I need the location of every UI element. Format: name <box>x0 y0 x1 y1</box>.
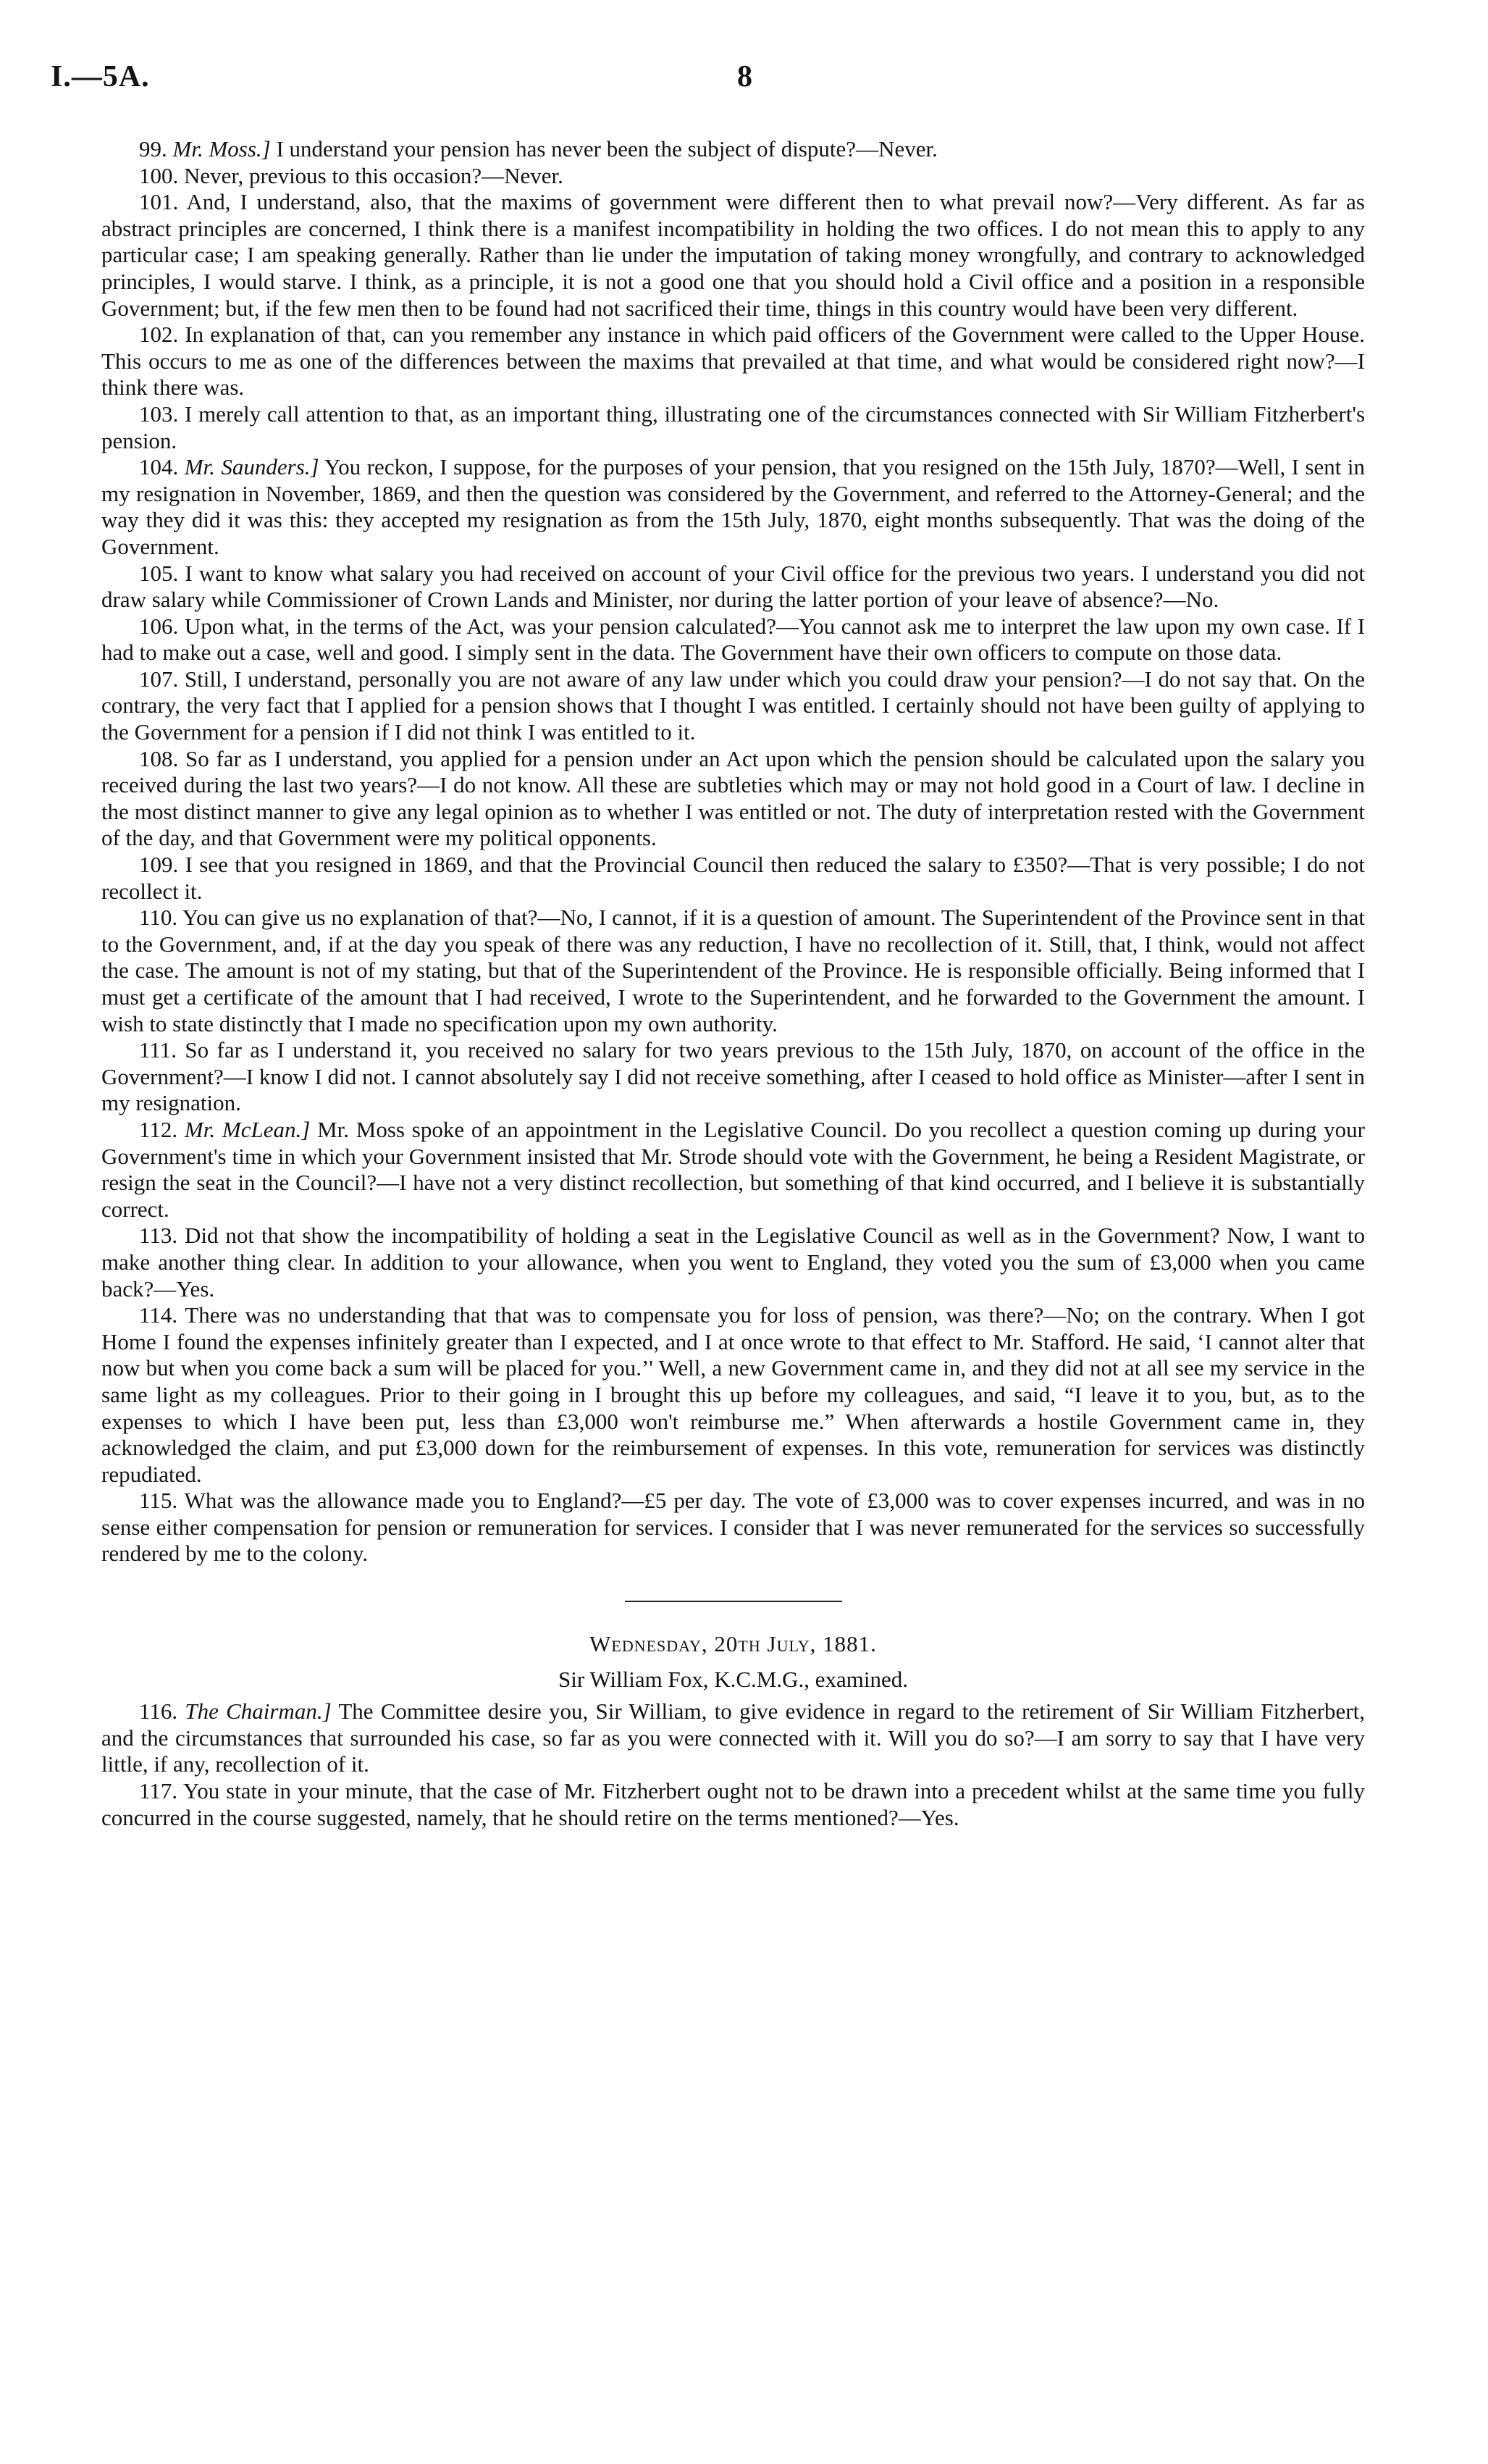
question-paragraph <box>101 136 1365 163</box>
questioner-name: Mr. McLean.] <box>184 1116 311 1142</box>
question-paragraph <box>101 852 1365 905</box>
question-paragraph <box>101 1698 1365 1778</box>
question-paragraph <box>101 401 1365 454</box>
question-text: I merely call attention to that, as an important thing, illustrating one of the circumstances connected with Sir William Fitzherbert's pension. <box>101 401 1366 453</box>
evidence-section-two <box>101 1698 1365 1831</box>
question-paragraph <box>101 322 1365 401</box>
question-text: You state in your minute, that the case of Mr. Fitzherbert ought not to be drawn into a precedent whilst at the same time you fully concurred in the course suggested, namely, that he should retire on the terms mentioned?—Yes. <box>101 1778 1365 1830</box>
question-number: 100. <box>139 162 179 188</box>
questioner-name: Mr. Moss.] <box>172 136 271 162</box>
question-text: Never, previous to this occasion?—Never. <box>184 162 563 188</box>
question-paragraph <box>101 613 1365 666</box>
session-date: Wednesday, 20th July, 1881. <box>589 1631 877 1657</box>
question-paragraph <box>101 163 1365 190</box>
question-text: Mr. Moss spoke of an appointment in the Legislative Council. Do you recollect a question coming up during your Government's time in which your Government insisted that Mr. Strode should vote with the Government, he being a Resident Magistrate, or resign the seat in the Council?—I have not a very distinct recollection, but something of that kind occurred, and I believe it is substantially correct. <box>101 1116 1366 1222</box>
question-number: 116. <box>139 1698 178 1725</box>
question-paragraph <box>101 905 1365 1037</box>
evidence-section-one <box>101 136 1365 1567</box>
page-number: 8 <box>737 60 752 93</box>
question-text: Upon what, in the terms of the Act, was your pension calculated?—You cannot ask me to interpret the law upon my own case. If I had to make out a case, well and good. I simply sent in the data. The Government have their own officers to compute on those data. <box>101 613 1366 666</box>
question-paragraph <box>101 1302 1365 1488</box>
question-paragraph <box>101 1223 1365 1302</box>
question-number: 114. <box>139 1302 178 1328</box>
page-header <box>51 59 1437 103</box>
question-text: So far as I understand, you applied for a pension under an Act upon which the pension should be calculated upon the salary you received during the last two years?—I do not know. All these are subtleties which may or may not hold good in a Court of law. I decline in the most distinct manner to give any legal opinion as to whether I was entitled or not. The duty of interpretation rested with the Government of the day, and that Government were my political opponents. <box>101 745 1365 851</box>
question-number: 107. <box>139 666 179 692</box>
question-paragraph <box>101 189 1365 322</box>
question-number: 99. <box>139 136 167 162</box>
question-number: 108. <box>139 745 179 771</box>
questioner-name: Mr. Saunders.] <box>184 454 319 480</box>
question-text: I want to know what salary you had received on account of your Civil office for the previous two years. I understand you did not draw salary while Commissioner of Crown Lands and Minister, nor during the latter portion of your leave of absence?—No. <box>101 560 1365 613</box>
question-number: 101. <box>139 189 179 215</box>
question-text: Still, I understand, personally you are not aware of any law under which you could draw your pension?—I do not say that. On the contrary, the very fact that I applied for a pension shows that I thought I was entitled. I certainly should not have been guilty of applying to the Government for a pension if I did not think I was entitled to it. <box>101 666 1366 745</box>
question-paragraph <box>101 746 1365 852</box>
question-text: You can give us no explanation of that?—No, I cannot, if it is a question of amount. The Superintendent of the Province sent in that to the Government, and, if at the day you speak of there was any reduction, I have no recollection of it. Still, that, I think, would not affect the case. The amount is not of my stating, but that of the Superintendent of the Province. He is responsible officially. Being informed that I must get a certificate of the amount that I had received, I wrote to the Superintendent, and he forwarded to the Government the amount. I wish to state distinctly that I made no specification upon my own authority. <box>101 905 1365 1036</box>
question-paragraph <box>101 454 1365 560</box>
page-body <box>101 136 1365 1831</box>
question-number: 112. <box>139 1116 178 1142</box>
question-text: The Committee desire you, Sir William, to give evidence in regard to the retirement of Sir William Fitzherbert, and the circumstances that surrounded his case, so far as you were connected with it. Will you do so?—I am sorry to say that I have very little, if any, recollection of it. <box>101 1698 1365 1777</box>
question-text: In explanation of that, can you remember any instance in which paid officers of the Government were called to the Upper House. This occurs to me as one of the differences between the maxims that prevailed at that time, and what would be considered right now?—I think there was. <box>101 322 1366 401</box>
question-number: 105. <box>139 560 179 586</box>
question-text: What was the allowance made you to England?—£5 per day. The vote of £3,000 was to cover expenses incurred, and was in no sense either compensation for pension or remuneration for services. I consider that I was never remunerated for the services so successfully rendered by me to the colony. <box>101 1488 1365 1567</box>
question-paragraph <box>101 666 1365 746</box>
question-paragraph <box>101 1488 1365 1567</box>
question-text: I understand your pension has never been the subject of dispute?—Never. <box>276 136 938 162</box>
questioner-name: The Chairman.] <box>185 1698 332 1725</box>
question-text: Did not that show the incompatibility of holding a seat in the Legislative Council as well as in the Government? Now, I want to make another thing clear. In addition to your allowance, when you went to England, they voted you the sum of £3,000 when you came back?—Yes. <box>101 1223 1365 1302</box>
question-number: 106. <box>139 613 179 639</box>
question-number: 115. <box>139 1488 178 1514</box>
paper-reference: I.—5A. <box>51 60 150 93</box>
question-number: 104. <box>139 454 179 480</box>
question-text: You reckon, I suppose, for the purposes of your pension, that you resigned on the 15th July, 1870?—Well, I sent in my resignation in November, 1869, and then the question was considered by the Government, and referred to the Attorney-General; and the way they did it was this: they accepted my resignation as from the 15th July, 1870, eight months subsequently. That was the doing of the Government. <box>101 454 1366 559</box>
question-number: 109. <box>139 852 179 878</box>
question-paragraph <box>101 1037 1365 1117</box>
question-number: 113. <box>139 1223 178 1249</box>
question-number: 110. <box>139 905 178 931</box>
question-number: 102. <box>139 322 179 348</box>
question-number: 117. <box>139 1778 178 1804</box>
question-paragraph <box>101 561 1365 613</box>
question-text: I see that you resigned in 1869, and that the Provincial Council then reduced the salary to £350?—That is very possible; I do not recollect it. <box>101 852 1366 904</box>
question-text: So far as I understand it, you received no salary for two years previous to the 15th July, 1870, on account of the office in the Government?—I know I did not. I cannot absolutely say I did not receive something, after I ceased to hold office as Minister—after I sent in my resignation. <box>101 1037 1366 1116</box>
question-number: 111. <box>139 1037 177 1063</box>
question-number: 103. <box>139 401 179 427</box>
witness-heading: Sir William Fox, K.C.M.G., examined. <box>558 1666 908 1692</box>
section-divider <box>625 1601 842 1602</box>
question-paragraph <box>101 1117 1365 1223</box>
question-text: There was no understanding that that was to compensate you for loss of pension, was there?—No; on the contrary. When I got Home I found the expenses infinitely greater than I expected, and I at once wrote to that effect to Mr. Stafford. He said, ‘I cannot alter that now but when you come back a sum will be placed for you.’' Well, a new Government came in, and they did not at all see my service in the same light as my colleagues. Prior to their going in I brought this up before my colleagues, and said, “I leave it to you, but, as to the expenses to which I have been put, less than £3,000 won't reimburse me.” When afterwards a hostile Government came in, they acknowledged the claim, and put £3,000 down for the reimbursement of expenses. In this vote, remuneration for services was distinctly repudiated. <box>101 1302 1365 1487</box>
question-text: And, I understand, also, that the maxims of government were different then to what prevail now?—Very different. As far as abstract principles are concerned, I think there is a manifest incompatibility in holding the two offices. I do not mean this to apply to any particular case; I am speaking generally. Rather than lie under the imputation of taking money wrongfully, and contrary to acknowledged principles, I would starve. I think, as a principle, it is not a good one that you should hold a Civil office and a position in a responsible Government; but, if the few men then to be found had not sacrificed their time, things in this country would have been very different. <box>101 189 1366 321</box>
question-paragraph <box>101 1778 1365 1831</box>
